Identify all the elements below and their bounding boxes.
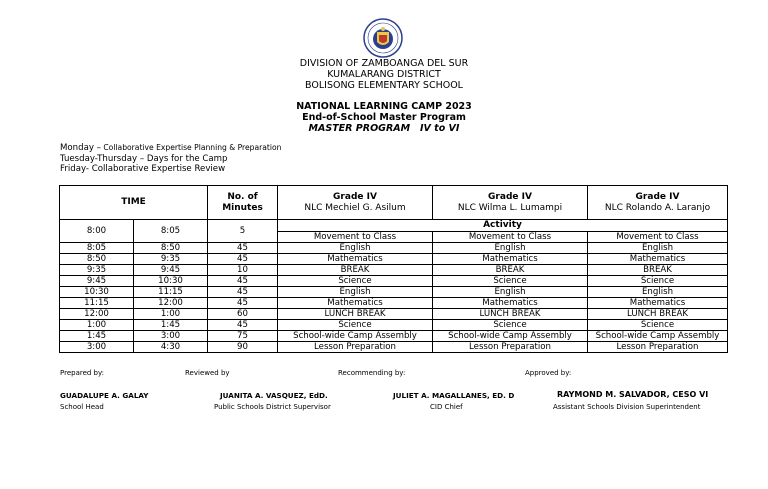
start-time: 9:45	[60, 276, 134, 287]
schedule-notes	[60, 143, 281, 175]
header-title: NATIONAL LEARNING CAMP 2023	[296, 101, 472, 112]
end-time: 1:00	[134, 309, 208, 320]
start-time: 8:05	[60, 243, 134, 254]
document-header	[0, 58, 768, 134]
minutes: 75	[208, 331, 278, 342]
approved-label: Approved by:	[525, 369, 572, 377]
activity-cell: BREAK	[433, 265, 588, 276]
activity-cell: BREAK	[588, 265, 728, 276]
activity-cell: LUNCH BREAK	[433, 309, 588, 320]
activity-cell: Mathematics	[278, 298, 433, 309]
minutes: 45	[208, 320, 278, 331]
activity-cell: English	[433, 243, 588, 254]
grade-header-1: Grade IV NLC Mechiel G. Asilum	[278, 186, 433, 220]
end-time: 12:00	[134, 298, 208, 309]
reviewed-title: Public Schools District Supervisor	[214, 403, 331, 411]
grade-header-2: Grade IV NLC Wilma L. Lumampi	[433, 186, 588, 220]
table-row	[60, 298, 728, 309]
start-time: 8:00	[60, 220, 134, 243]
header-division: DIVISION OF ZAMBOANGA DEL SUR	[299, 58, 469, 69]
activity-cell: English	[588, 243, 728, 254]
activity-cell: LUNCH BREAK	[588, 309, 728, 320]
schedule-tue-thu: Tuesday-Thursday – Days for the Camp	[60, 153, 228, 164]
start-time: 9:35	[60, 265, 134, 276]
reviewed-label: Reviewed by	[185, 369, 230, 377]
activity-cell: Mathematics	[433, 254, 588, 265]
start-time: 11:15	[60, 298, 134, 309]
activity-cell: Movement to Class	[278, 231, 433, 243]
minutes: 45	[208, 298, 278, 309]
minutes: 5	[208, 220, 278, 243]
minutes: 10	[208, 265, 278, 276]
activity-cell: Lesson Preparation	[433, 342, 588, 353]
schedule-rows	[60, 243, 728, 353]
end-time: 8:05	[134, 220, 208, 243]
activity-label: Activity	[278, 220, 728, 232]
approved-title: Assistant Schools Division Superintendent	[553, 403, 701, 411]
prepared-label: Prepared by:	[60, 369, 104, 377]
start-time: 3:00	[60, 342, 134, 353]
activity-cell: Science	[588, 276, 728, 287]
activity-cell: School-wide Camp Assembly	[588, 331, 728, 342]
activity-cell: Science	[433, 276, 588, 287]
activity-cell: English	[278, 243, 433, 254]
minutes-header: No. of Minutes	[208, 186, 278, 220]
activity-cell: Movement to Class	[588, 231, 728, 243]
deped-seal-logo	[363, 18, 403, 58]
activity-cell: English	[588, 287, 728, 298]
prepared-title: School Head	[60, 403, 104, 411]
reviewed-name: JUANITA A. VASQUEZ, EdD.	[220, 391, 328, 400]
activity-cell: Mathematics	[588, 254, 728, 265]
minutes: 45	[208, 276, 278, 287]
header-district: KUMALARANG DISTRICT	[327, 69, 441, 80]
table-row	[60, 320, 728, 331]
table-row	[60, 254, 728, 265]
activity-cell: Mathematics	[278, 254, 433, 265]
activity-cell: School-wide Camp Assembly	[433, 331, 588, 342]
recommending-title: CID Chief	[430, 403, 463, 411]
minutes: 60	[208, 309, 278, 320]
header-school: BOLISONG ELEMENTARY SCHOOL	[305, 80, 463, 91]
minutes: 45	[208, 243, 278, 254]
schedule-friday: Friday- Collaborative Expertise Review	[60, 164, 226, 174]
prepared-name: GUADALUPE A. GALAY	[60, 391, 149, 400]
activity-cell: Mathematics	[588, 298, 728, 309]
activity-cell: BREAK	[278, 265, 433, 276]
start-time: 8:50	[60, 254, 134, 265]
activity-cell: Lesson Preparation	[588, 342, 728, 353]
end-time: 8:50	[134, 243, 208, 254]
activity-cell: School-wide Camp Assembly	[278, 331, 433, 342]
activity-cell: LUNCH BREAK	[278, 309, 433, 320]
start-time: 1:45	[60, 331, 134, 342]
activity-cell: Movement to Class	[433, 231, 588, 243]
end-time: 9:45	[134, 265, 208, 276]
table-row	[60, 309, 728, 320]
schedule-monday: Monday – Collaborative Expertise Planning & Preparation	[60, 143, 282, 153]
master-program-table	[59, 185, 728, 353]
time-header: TIME	[60, 186, 208, 220]
minutes: 45	[208, 287, 278, 298]
end-time: 4:30	[134, 342, 208, 353]
end-time: 9:35	[134, 254, 208, 265]
start-time: 12:00	[60, 309, 134, 320]
table-row	[60, 243, 728, 254]
activity-cell: Science	[278, 320, 433, 331]
start-time: 10:30	[60, 287, 134, 298]
end-time: 3:00	[134, 331, 208, 342]
end-time: 10:30	[134, 276, 208, 287]
activity-cell: Lesson Preparation	[278, 342, 433, 353]
recommending-name: JULIET A. MAGALLANES, ED. D	[393, 391, 515, 400]
activity-cell: Science	[278, 276, 433, 287]
end-time: 11:15	[134, 287, 208, 298]
minutes: 45	[208, 254, 278, 265]
minutes: 90	[208, 342, 278, 353]
header-program: MASTER PROGRAM IV to VI	[308, 123, 460, 134]
activity-cell: English	[278, 287, 433, 298]
start-time: 1:00	[60, 320, 134, 331]
grade-header-3: Grade IV NLC Rolando A. Laranjo	[588, 186, 728, 220]
activity-cell: English	[433, 287, 588, 298]
recommending-label: Recommending by:	[338, 369, 406, 377]
activity-cell: Mathematics	[433, 298, 588, 309]
header-subtitle: End-of-School Master Program	[302, 112, 466, 123]
table-row	[60, 276, 728, 287]
table-row	[60, 265, 728, 276]
activity-cell: Science	[588, 320, 728, 331]
approved-name: RAYMOND M. SALVADOR, CESO VI	[557, 390, 709, 399]
activity-cell: Science	[433, 320, 588, 331]
table-row	[60, 331, 728, 342]
end-time: 1:45	[134, 320, 208, 331]
table-row	[60, 342, 728, 353]
table-row	[60, 287, 728, 298]
